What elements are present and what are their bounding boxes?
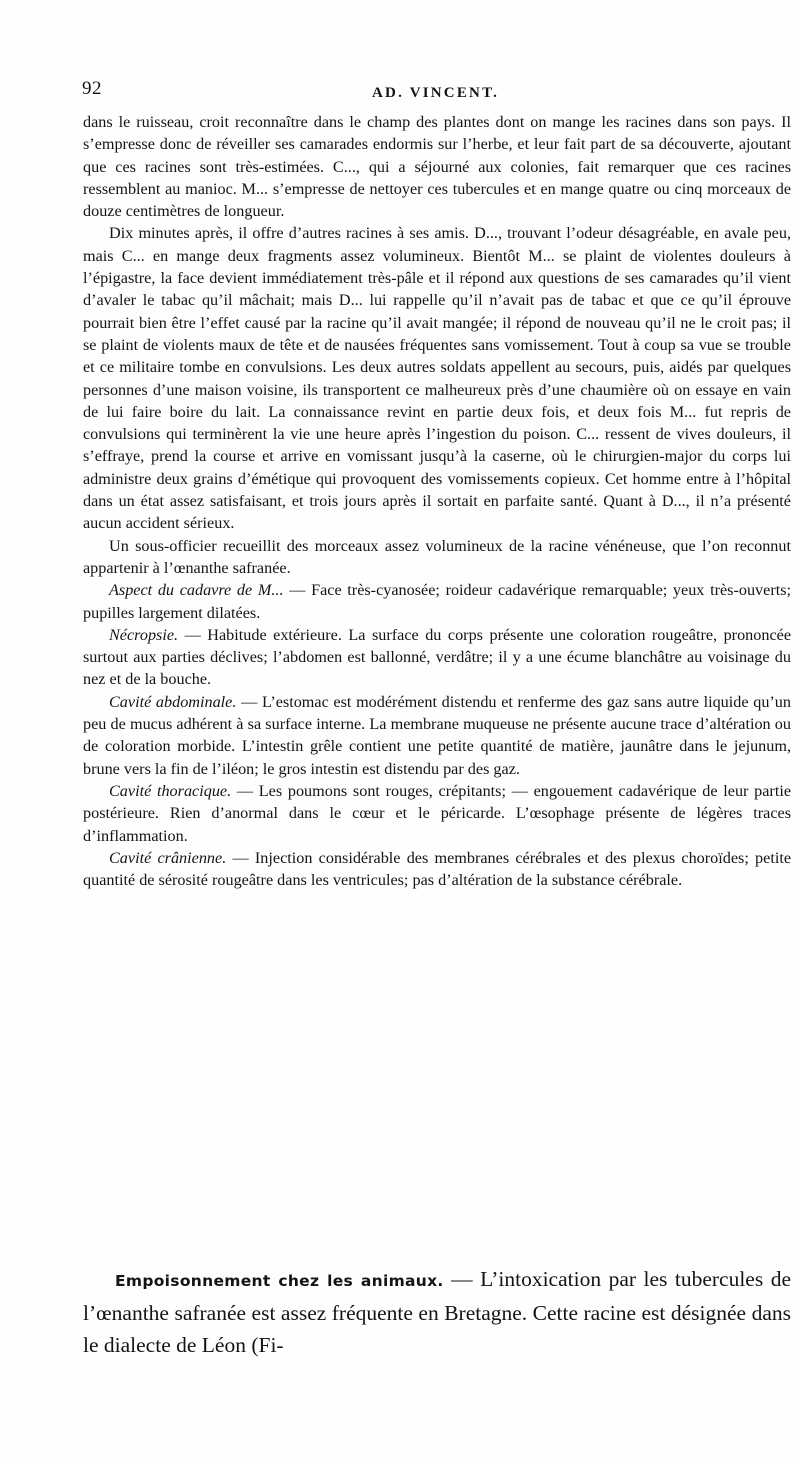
paragraph-text: — Habitude extérieure. La surface du corps présente une coloration rougeâtre, prononcée surtout aux parties déclives; l’abdomen est ballonné, verdâtre; il y a une écume blanchâtre au voisinage du nez et de la bouche. <box>83 625 791 689</box>
section-heading: Empoisonnement chez les animaux. <box>115 1272 444 1290</box>
paragraph-text: Dix minutes après, il offre d’autres racines à ses amis. D..., trouvant l’odeur désagréable, en avale peu, mais C... en mange deux fragments assez volumineux. Bientôt M... se plaint de violentes douleurs à l’épigastre, la face devient immédiatement très-pâle et il répond aux questions de ses camarades qu’il vient d’avaler le tabac qu’il mâchait; mais D... lui rappelle qu’il n’avait pas de tabac et que ce qu’il éprouve pourrait bien être l’effet causé par la racine qu’il avait mangée; il répond de nouveau qu’il ne le croit pas; il se plaint de violents maux de tête et de nausées fréquentes sans vomissement. Tout à coup sa vue se trouble et ce militaire tombe en convulsions. Les deux autres soldats appellent au secours, puis, aidés par quelques personnes d’une maison voisine, ils transportent ce malheureux près d’une chaumière où on essaye en vain de lui faire boire du lait. La connaissance revint en partie deux fois, et deux fois M... fut repris de convulsions qui terminèrent la vie une heure après l’ingestion du poison. C... ressent de vives douleurs, il s’effraye, prend la course et arrive en vomissant jusqu’à la caserne, où le chirurgien-major du corps lui administre deux grains d’émétique qui provoquent des vomissements copieux. Cet homme entre à l’hôpital dans un état assez satisfaisant, et trois jours après il sortait en parfaite santé. Quant à D..., il n’a présenté aucun accident sérieux. <box>83 224 791 533</box>
paragraph-text: dans le ruisseau, croit reconnaître dans le champ des plantes dont on mange les racines dans son pays. Il s’empresse donc de réveiller ses camarades endormis sur l’herbe, et leur fait part de sa découverte, ajoutant que ces racines sont très-estimées. C..., qui a séjourné aux colonies, fait remarquer que ces racines ressemblent au manioc. M... s’empresse de nettoyer ces tubercules et en mange quatre ou cinq morceaux de douze centimètres de longueur. <box>83 113 791 221</box>
subheading: Cavité abdominale. <box>109 692 237 711</box>
paragraph-text: — Face très-cyanosée; roideur cadavérique remarquable; yeux très-ouverts; pupilles largement dilatées. <box>83 581 791 622</box>
section-animals <box>83 1263 791 1361</box>
running-head: AD. VINCENT. <box>372 85 500 101</box>
paragraph-text: — Injection considérable des membranes cérébrales et des plexus choroïdes; petite quantité de sérosité rougeâtre dans les ventricules; pas d’altération de la substance cérébrale. <box>83 848 792 890</box>
paragraph <box>83 111 791 222</box>
paragraph <box>83 780 791 847</box>
paragraph <box>83 691 791 780</box>
paragraph-text: Un sous-officier recueillit des morceaux assez volumineux de la racine vénéneuse, que l’on reconnut appartenir à l’œnanthe safranée. <box>83 536 791 577</box>
body-text <box>83 111 791 891</box>
paragraph <box>83 535 791 580</box>
paragraph <box>83 579 791 624</box>
subheading: Cavité crânienne. <box>109 848 227 867</box>
section-text: — L’intoxication par les tubercules de l’œnanthe safranée est assez fréquente en Bretagne. Cette racine est désignée dans le dialecte de Léon (Fi- <box>83 1267 791 1357</box>
subheading: Nécropsie. <box>109 625 179 644</box>
paragraph <box>83 222 791 534</box>
page-number: 92 <box>82 78 102 99</box>
paragraph <box>83 624 791 691</box>
subheading: Aspect du cadavre de M... <box>109 581 284 600</box>
paragraph-text: — Les poumons sont rouges, crépitants; — engouement cadavérique de leur partie postérieure. Rien d’anormal dans le cœur et le péricarde. L’œsophage présente de légères traces d’inflammation. <box>83 781 792 845</box>
section-paragraph <box>83 1263 791 1361</box>
subheading: Cavité thoracique. <box>109 781 232 800</box>
paragraph <box>83 847 791 892</box>
paragraph-text: — L’estomac est modérément distendu et renferme des gaz sans autre liquide qu’un peu de mucus adhérent à sa surface interne. La membrane muqueuse ne présente aucune trace d’altération ou de coloration morbide. L’intestin grêle contient une petite quantité de matière, jaunâtre dans le jejunum, brune vers la fin de l’iléon; le gros intestin est distendu par des gaz. <box>83 692 791 778</box>
